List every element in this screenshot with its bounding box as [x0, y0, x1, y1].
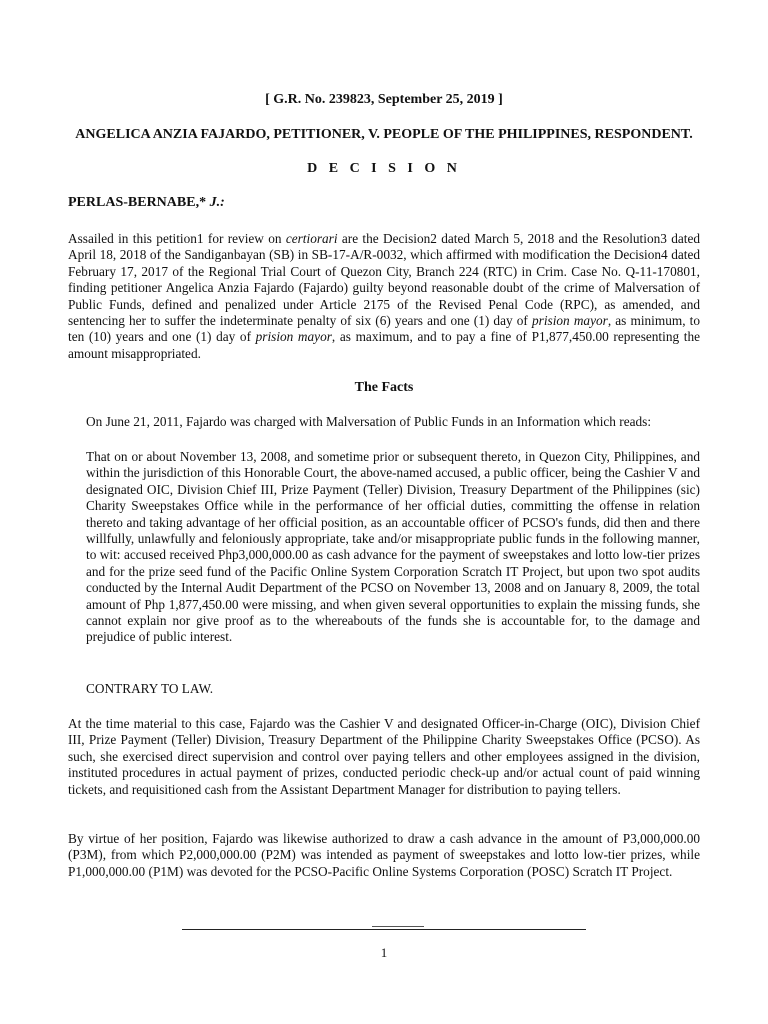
prision-mayor-term-1: prision mayor — [532, 313, 608, 329]
charge-paragraph: On June 21, 2011, Fajardo was charged with Malversation of Public Funds in an Information which reads: — [86, 414, 652, 429]
intro-paragraph — [68, 231, 700, 362]
footer-mark — [372, 926, 424, 927]
intro-text-3: , as minimum, to ten (10) years and one (1) day of — [68, 313, 701, 345]
decision-heading: D E C I S I O N — [307, 161, 461, 176]
intro-text-1: Assailed in this petition1 for review on — [68, 231, 286, 246]
page-number: 1 — [380, 945, 388, 960]
cash-advance-paragraph: By virtue of her position, Fajardo was likewise authorized to draw a cash advance in the amount of P3,000,000.00 (P3M), from which P2,000,000.00 (P2M) was intended as payment of sweepstakes and lotto low-tier prizes, while P1,000,000.00 (P1M) was devoted for the PCSO-Pacific Online Systems Corporation (POSC) Scratch IT Project. — [68, 831, 700, 879]
intro-text-4: , as maximum, and to pay a fine of P1,877,450.00 representing the amount misappropriated. — [68, 329, 700, 361]
intro-text-2: are the Decision2 dated March 5, 2018 and the Resolution3 dated April 18, 2018 of the Sandiganbayan (SB) in SB-17-A/R-0032, which affirmed with modification the Decision4 dated February 17, 2017 of the Regional Trial Court of Quezon City, Branch 224 (RTC) in Crim. Case No. Q-11-170801, finding petitioner Angelica Anzia Fajardo (Fajardo) guilty beyond reasonable doubt of the crime of Malversation of Public Funds, defined and penalized under Article 2175 of the Revised Penal Code (RPC), as amended, and sentencing her to suffer the indeterminate penalty of six (6) years and one (1) day of — [68, 231, 701, 329]
ponente-suffix: J.: — [209, 195, 225, 210]
prision-mayor-term-2: prision mayor — [255, 329, 332, 345]
footer-divider — [182, 929, 586, 930]
information-quote: That on or about November 13, 2008, and sometime prior or subsequent thereto, in Quezon City, Philippines, and within the jurisdiction of this Honorable Court, the above-named accused, a public officer, being the Cashier V and designated OIC, Division Chief III, Prize Payment (Teller) Division, Treasury Department of the Philippines (sic) Charity Sweepstakes Office while in the performance of her official duties, committing the offense in relation thereto and taking advantage of her official position, as an accountable officer of PCSO's funds, did then and there willfully, unlawfully and feloniously appropriate, take and/or misappropriate public funds in the following manner, to wit: accused received Php3,000,000.00 as cash advance for the payment of sweepstakes and lotto low-tier prizes and for the prize seed fund of the Pacific Online System Corporation Scratch IT Project, but upon two spot audits conducted by the Internal Audit Department of the PCSO on November 13, 2008 and on January 8, 2009, the total amount of Php 1,877,450.00 were missing, and when given several opportunities to explain the missing funds, she cannot explain nor give proof as to the whereabouts of the funds she is accountable for, to the damage and prejudice of public interest. — [86, 449, 700, 645]
gr-number-heading: [ G.R. No. 239823, September 25, 2019 ] — [265, 92, 503, 107]
ponente-line — [68, 195, 225, 211]
contrary-to-law: CONTRARY TO LAW. — [86, 681, 214, 696]
certiorari-term: certiorari — [285, 231, 338, 246]
case-title: ANGELICA ANZIA FAJARDO, PETITIONER, V. PEOPLE OF THE PHILIPPINES, RESPONDENT. — [75, 127, 693, 142]
ponente-name: PERLAS-BERNABE,* — [68, 195, 207, 210]
facts-heading: The Facts — [354, 380, 414, 395]
position-paragraph: At the time material to this case, Fajardo was the Cashier V and designated Officer-in-Charge (OIC), Division Chief III, Prize Payment (Teller) Division, Treasury Department of the Philippine Charity Sweepstakes Office (PCSO). As such, she exercised direct supervision and control over paying tellers and other employees assigned in the division, instituted procedures in actual payment of prizes, conducted periodic check-up and/or actual count of paid winning tickets, and requisitioned cash from the Assistant Department Manager for distribution to paying tellers. — [68, 716, 700, 797]
